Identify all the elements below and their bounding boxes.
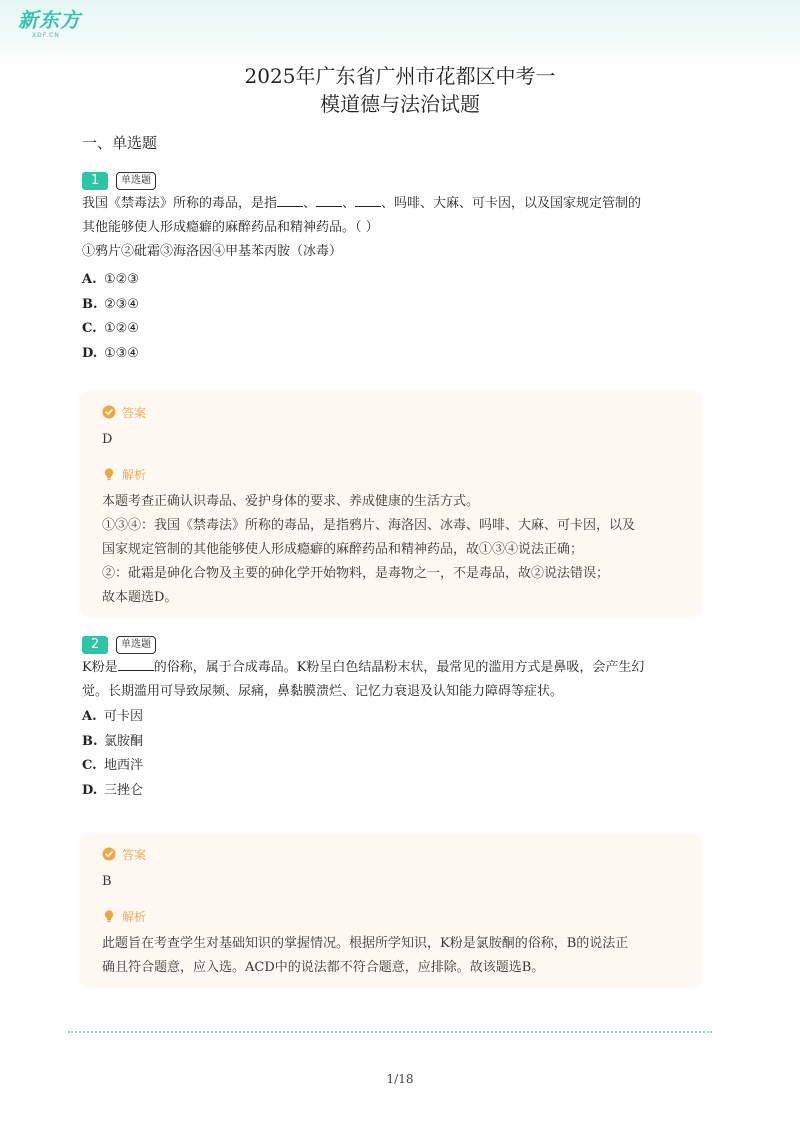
option-letter: B. — [82, 733, 98, 749]
fill-blank — [277, 192, 303, 207]
fill-blank — [316, 192, 342, 207]
option-c[interactable] — [82, 754, 702, 779]
answer-box-1 — [82, 393, 700, 615]
section-title: 一、单选题 — [82, 134, 158, 152]
lightbulb-icon — [102, 909, 116, 923]
stem-text: 的俗称，属于合成毒品。K粉呈白色结晶粉末状，最常见的滥用方式是鼻吸，会产生幻 — [153, 660, 645, 675]
option-a[interactable] — [82, 705, 702, 730]
stem-text: 、 — [303, 196, 317, 211]
analysis-line: 本题考查正确认识毒品、爱护身体的要求、养成健康的生活方式。 — [102, 494, 480, 509]
option-text: 可卡因 — [104, 709, 144, 724]
question-1 — [82, 171, 702, 366]
fill-blank — [355, 192, 381, 207]
analysis-label-row — [102, 906, 700, 926]
option-a[interactable] — [82, 268, 702, 293]
logo — [18, 8, 88, 44]
option-text: ①②③ — [104, 272, 139, 287]
option-letter: C. — [82, 758, 97, 773]
analysis-text — [82, 932, 700, 980]
fill-blank — [118, 656, 154, 671]
check-badge-icon — [102, 405, 116, 419]
answer-label: 答案 — [122, 405, 147, 420]
stem-text: K粉是 — [82, 660, 118, 675]
page-number: 1/18 — [386, 1072, 414, 1086]
analysis-line: ②：砒霜是砷化合物及主要的砷化学开始物料，是毒物之一，不是毒品，故②说法错误； — [102, 566, 610, 581]
question-header — [82, 635, 702, 655]
logo-text: 新东方 — [18, 8, 81, 32]
option-letter: A. — [82, 272, 97, 287]
option-d[interactable] — [82, 779, 702, 804]
answer-value: B — [102, 874, 112, 889]
question-stem-line: 觉。长期滥用可导致尿频、尿痛，鼻黏膜溃烂、记忆力衰退及认知能力障碍等症状。 — [82, 684, 564, 699]
stem-text: 、 — [342, 196, 356, 211]
analysis-label-row — [102, 464, 700, 484]
option-letter: C. — [82, 321, 97, 336]
question-type-badge: 单选题 — [116, 172, 156, 190]
analysis-text — [82, 490, 700, 610]
answer-label-row — [102, 844, 700, 864]
header-band — [0, 0, 800, 70]
question-number: 1 — [82, 172, 108, 190]
analysis-line: 故本题选D。 — [102, 590, 178, 605]
question-type-badge: 单选题 — [116, 636, 156, 654]
answer-label: 答案 — [122, 847, 147, 862]
question-2 — [82, 635, 702, 803]
analysis-line: 确且符合题意，应入选。ACD中的说法都不符合题意，应排除。故该题选B。 — [102, 960, 545, 975]
answer-box-2 — [82, 835, 700, 985]
question-stem-line — [82, 192, 702, 216]
logo-subtext: XDF.CN — [32, 32, 60, 39]
analysis-line: ①③④：我国《禁毒法》所称的毒品，是指鸦片、海洛因、冰毒、吗啡、大麻、可卡因，以及 — [102, 518, 636, 533]
option-b[interactable] — [82, 293, 702, 318]
option-text: 地西泮 — [104, 758, 144, 773]
stem-text: 我国《禁毒法》所称的毒品，是指 — [82, 196, 278, 211]
question-stem-line — [82, 656, 702, 680]
option-letter: B. — [82, 296, 98, 312]
question-header — [82, 171, 702, 191]
check-badge-icon — [102, 847, 116, 861]
answer-label-row — [102, 402, 700, 422]
question-stem-line: ①鸦片②砒霜③海洛因④甲基苯丙胺（冰毒） — [82, 244, 343, 259]
option-b[interactable] — [82, 730, 702, 755]
analysis-label: 解析 — [122, 909, 147, 924]
analysis-label: 解析 — [122, 467, 147, 482]
option-c[interactable] — [82, 317, 702, 342]
stem-text: 、吗啡、大麻、可卡因，以及国家规定管制的 — [381, 196, 642, 211]
question-stem-line: 其他能够使人形成瘾癖的麻醉药品和精神药品。（ ） — [82, 220, 379, 235]
analysis-line: 国家规定管制的其他能够使人形成瘾癖的麻醉药品和精神药品，故①③④说法正确； — [102, 542, 584, 557]
option-d[interactable] — [82, 342, 702, 367]
option-list — [82, 268, 702, 366]
option-text: 氯胺酮 — [104, 733, 144, 749]
option-list — [82, 705, 702, 803]
analysis-line: 此题旨在考查学生对基础知识的掌握情况。根据所学知识，K粉是氯胺酮的俗称，B的说法正 — [102, 936, 629, 951]
option-letter: A. — [82, 709, 97, 724]
option-text: ②③④ — [104, 296, 139, 312]
option-letter: D. — [82, 345, 98, 361]
footer-divider — [68, 1031, 712, 1033]
option-text: ①③④ — [104, 345, 139, 361]
page-title-line1: 2025年广东省广州市花都区中考一 — [244, 64, 556, 88]
option-text: 三挫仑 — [104, 782, 144, 798]
answer-value: D — [102, 432, 113, 447]
option-letter: D. — [82, 782, 98, 798]
page-title-line2: 模道德与法治试题 — [320, 92, 480, 116]
option-text: ①②④ — [104, 321, 139, 336]
question-number: 2 — [82, 636, 108, 654]
lightbulb-icon — [102, 467, 116, 481]
